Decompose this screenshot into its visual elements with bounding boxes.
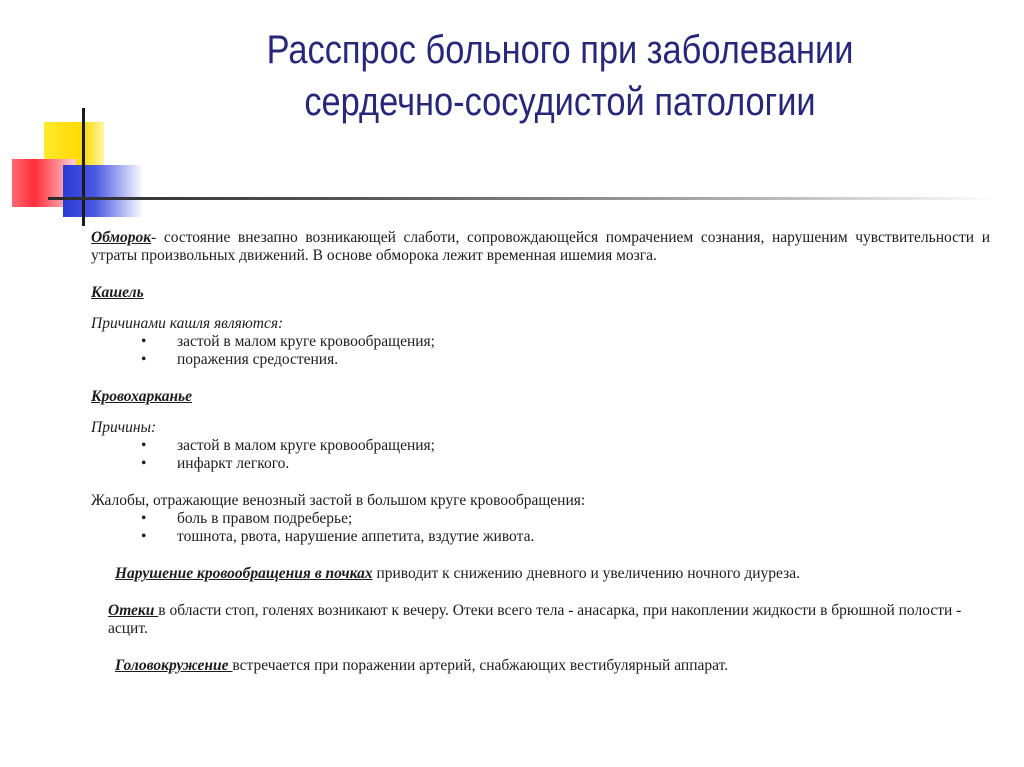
bullet-icon: • <box>141 351 147 368</box>
dizziness-term: Головокружение <box>115 657 233 674</box>
cough-heading: Кашель <box>91 284 144 301</box>
bullet-icon: • <box>141 455 147 472</box>
decor-vertical-line <box>82 108 85 226</box>
renal-text: приводит к снижению дневного и увеличению ночного диуреза. <box>372 565 800 582</box>
slide-title <box>207 24 912 128</box>
renal-paragraph <box>91 565 990 583</box>
list-item: • поражения средостения. <box>141 351 339 368</box>
dizziness-text: встречается при поражении артерий, снабжающих вестибулярный аппарат. <box>232 657 729 674</box>
slide-title-line-1: Расспрос больного при заболевании <box>266 28 854 72</box>
syncope-paragraph <box>91 229 990 265</box>
bullet-icon: • <box>141 510 147 527</box>
slide-title-line-2: сердечно-сосудистой патологии <box>304 80 816 124</box>
edema-text: в области стоп, голенях возникают к вечеру. Отеки всего тела - анасарка, при накоплении жидкости в брюшной полости - асцит. <box>108 602 962 637</box>
dizziness-paragraph <box>91 657 990 675</box>
venous-congestion-list <box>91 510 990 546</box>
hemoptysis-heading: Кровохарканье <box>91 388 193 405</box>
hemoptysis-intro: Причины: <box>91 419 157 436</box>
bullet-icon: • <box>141 333 147 350</box>
syncope-text: - состояние внезапно возникающей слаботи, сопровождающейся помрачением сознания, нарушеним чувствительности и утраты произвольных движений. В основе обморока лежит временная ишемия мозга. <box>91 229 990 264</box>
list-item: • тошнота, рвота, нарушение аппетита, вздутие живота. <box>141 528 535 545</box>
list-item: • инфаркт легкого. <box>141 455 290 472</box>
list-item: • боль в правом подреберье; <box>141 510 353 527</box>
edema-paragraph <box>91 602 990 638</box>
list-item: • застой в малом круге кровообращения; <box>141 333 435 350</box>
renal-term: Нарушение кровообращения в почках <box>115 565 373 582</box>
cough-list <box>91 333 990 369</box>
slide-body <box>91 229 990 675</box>
decor-blue-square <box>63 165 143 217</box>
list-item: • застой в малом круге кровообращения; <box>141 437 435 454</box>
venous-congestion-intro: Жалобы, отражающие венозный застой в большом круге кровообращения: <box>91 492 586 509</box>
bullet-icon: • <box>141 437 147 454</box>
syncope-term: Обморок <box>91 229 152 246</box>
edema-term: Отеки <box>108 602 159 619</box>
cough-intro: Причинами кашля являются: <box>91 315 284 332</box>
hemoptysis-list <box>91 437 990 473</box>
bullet-icon: • <box>141 528 147 545</box>
decor-horizontal-line <box>48 197 998 200</box>
